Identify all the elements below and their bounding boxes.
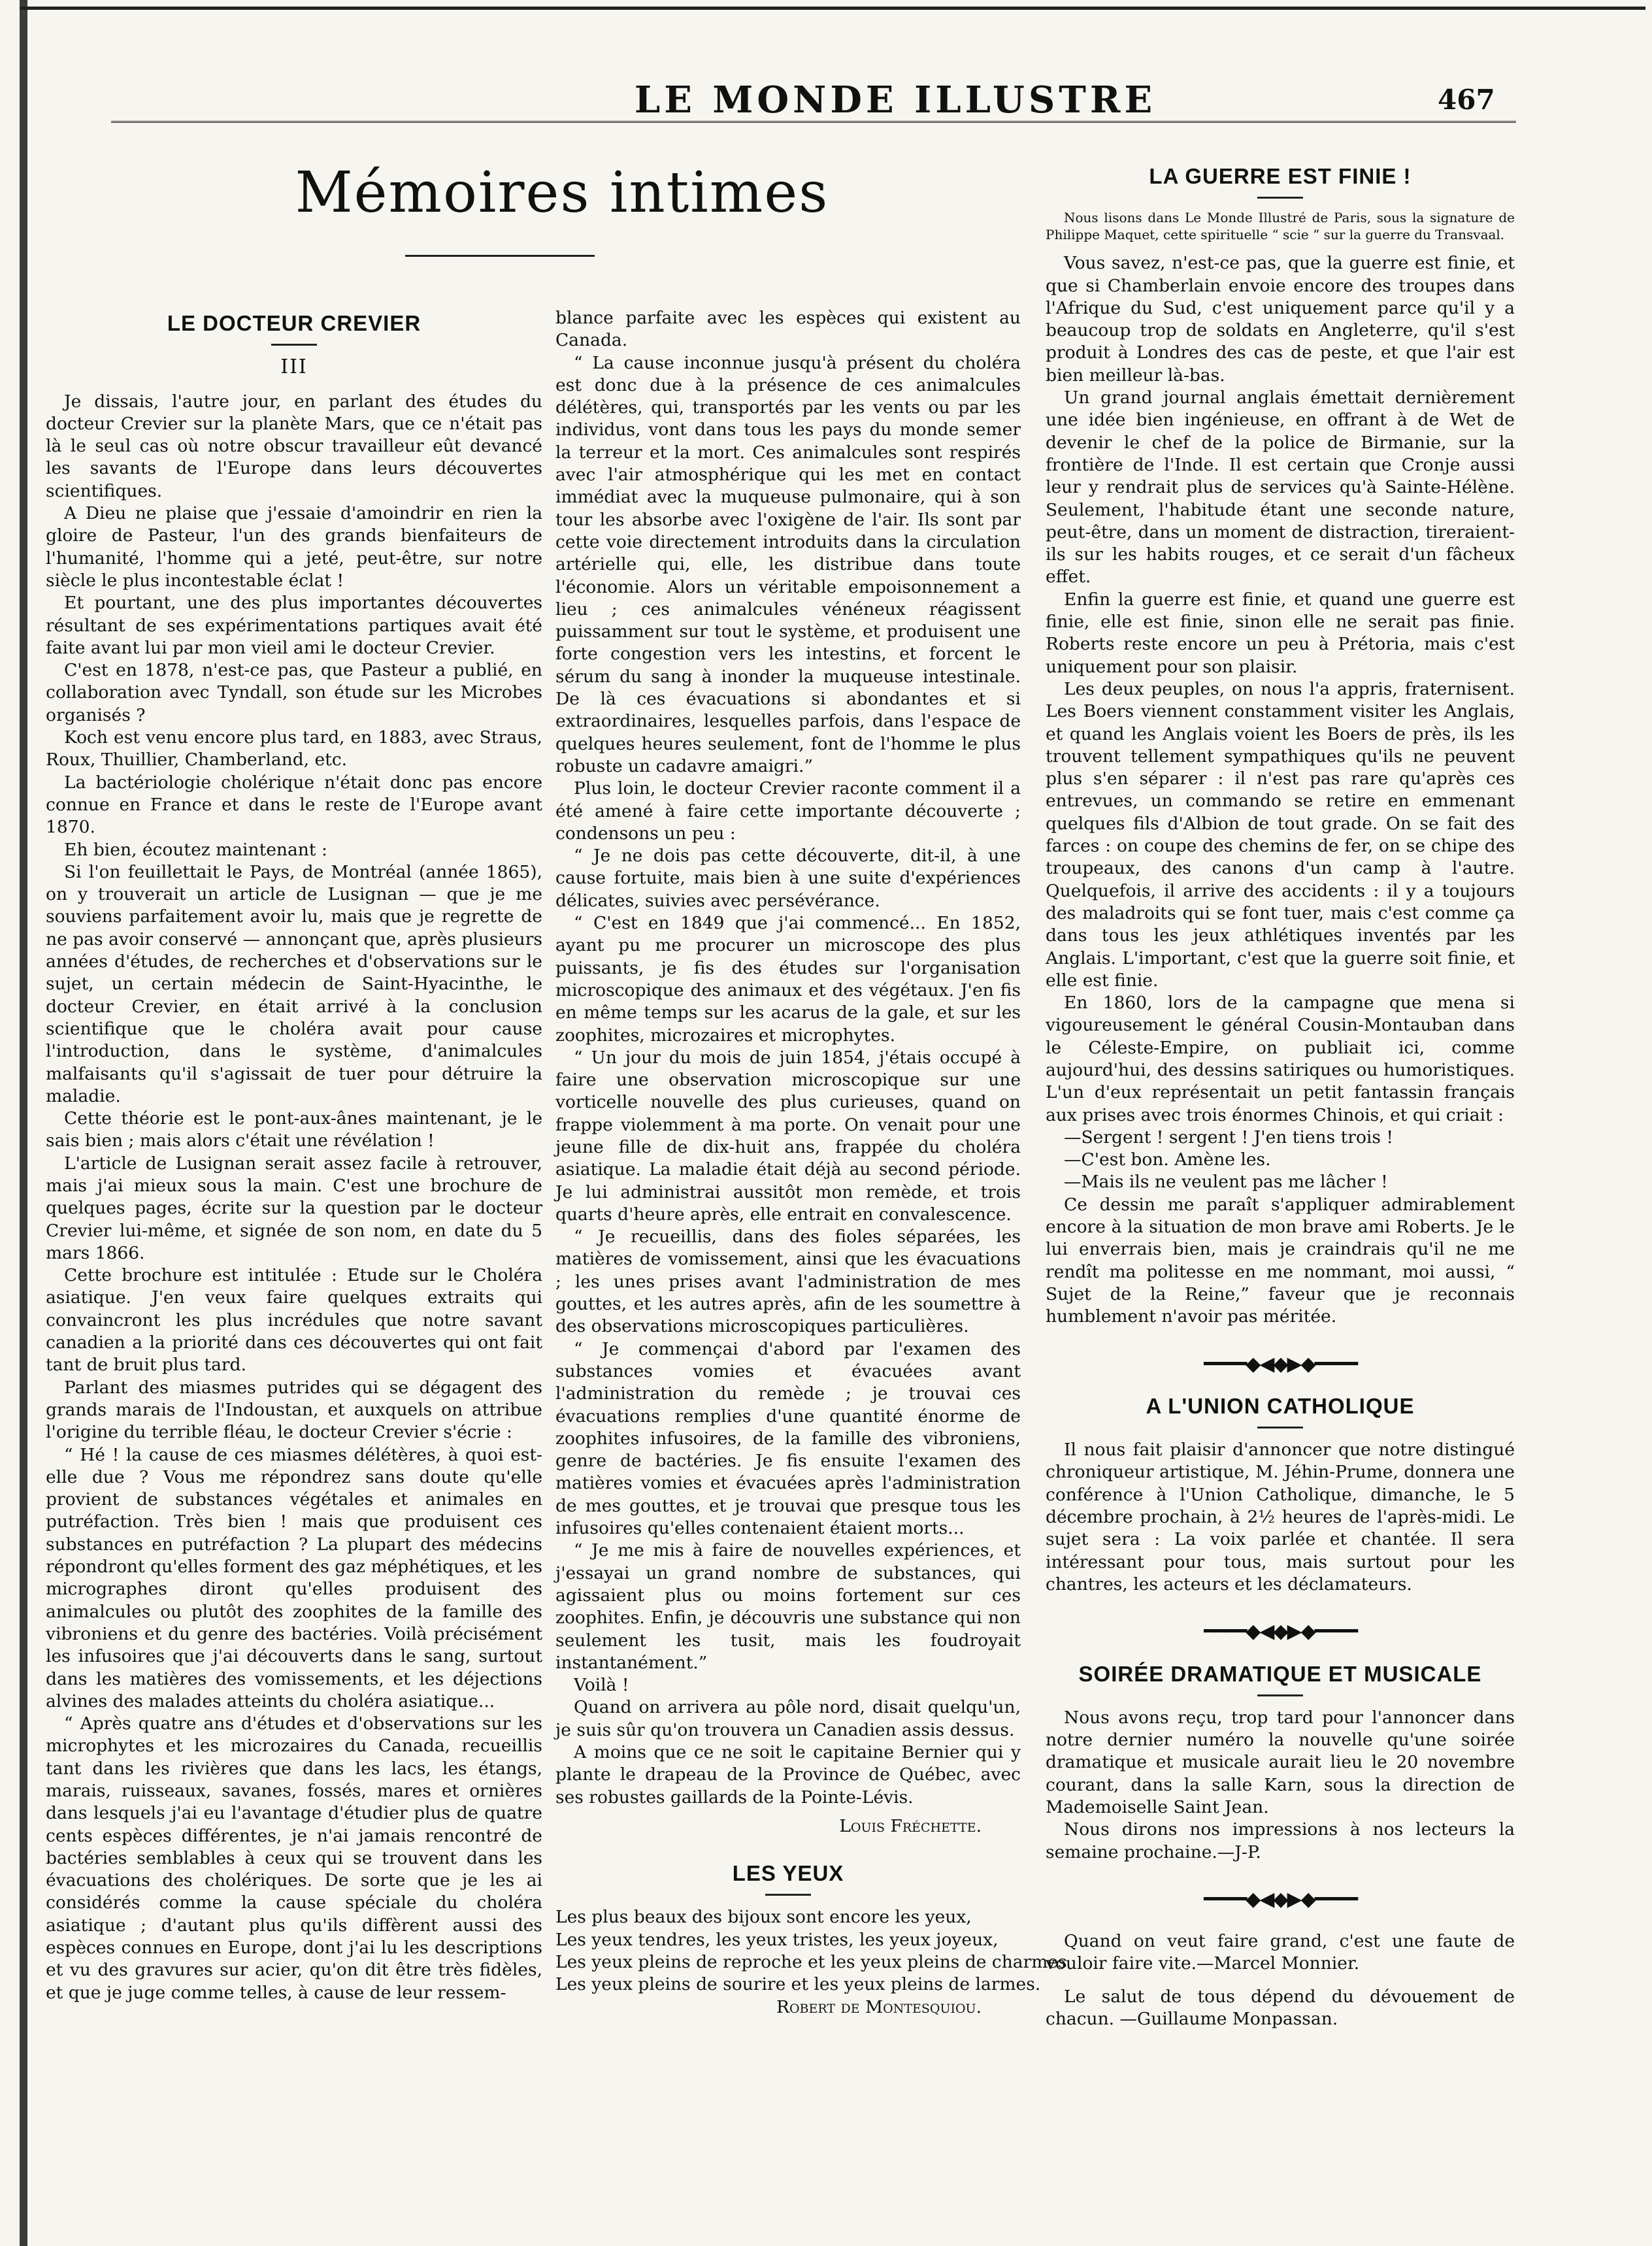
section-heading: LE DOCTEUR CREVIER — [167, 311, 421, 335]
ornament-divider: ━━━━◆◀◆▶◆━━━━ — [1204, 1887, 1357, 1911]
masthead: LE MONDE ILLUSTRE — [634, 78, 1157, 122]
ornament-divider: ━━━━◆◀◆▶◆━━━━ — [1204, 1352, 1357, 1376]
paragraph: Voilà ! — [574, 1675, 629, 1696]
poem-signature: Robert de Montesquiou. — [776, 1996, 982, 2017]
chapter-numeral: III — [280, 355, 308, 379]
paragraph: Eh bien, écoutez maintenant : — [64, 839, 327, 860]
section-heading: SOIRÉE DRAMATIQUE ET MUSICALE — [1078, 1661, 1482, 1686]
poem-line: Les yeux tendres, les yeux tristes, les yeux joyeux, — [555, 1929, 999, 1950]
paragraph: Cette théorie est le pont-aux-ânes maintenant, je le sais bien ; mais alors c'était une révélation ! — [46, 1108, 542, 1151]
paragraph: Et pourtant, une des plus importantes découvertes résultant de ses expérimentations partiques avait été faite avant lui par mon vieil ami le docteur Crevier. — [46, 593, 542, 658]
header-rule — [111, 121, 1516, 123]
paragraph: A moins que ce ne soit le capitaine Bernier qui y plante le drapeau de la Province de Québec, avec ses robustes gaillards de la Pointe-Lévis. — [555, 1742, 1021, 1808]
section-heading: A L'UNION CATHOLIQUE — [1146, 1393, 1415, 1418]
maxim: Quand on veut faire grand, c'est une faute de vouloir faire vite.—Marcel Monnier. — [1046, 1931, 1515, 1974]
divider — [1257, 1427, 1303, 1429]
divider — [765, 1894, 811, 1896]
section-heading: LA GUERRE EST FINIE ! — [1149, 164, 1412, 188]
paragraph: Si l'on feuillettait le Pays, de Montréal (année 1865), on y trouverait un article de Lusignan — que je me souviens parfaitement avoir lu, mais que je regrette de ne pas avoir conservé — annonçant que, après plusieurs années d'études, de recherches et d'observations sur le sujet, un certain médecin de Saint-Hyacinthe, le docteur Crevier, en était arrivé à la conclusion scientifique que le choléra avait pour cause l'introduction, dans le système, d'animalcules malfaisants qu'il s'agissait de tuer pour détruire la maladie. — [46, 861, 542, 1106]
paragraph: Nous avons reçu, trop tard pour l'annoncer dans notre dernier numéro la nouvelle qu'une soirée dramatique et musicale aurait lieu le 20 novembre courant, dans la salle Karn, sous la direction de Mademoiselle Saint Jean. — [1046, 1707, 1515, 1817]
paragraph: Vous savez, n'est-ce pas, que la guerre est finie, et que si Chamberlain envoie encore des troupes dans l'Afrique du Sud, c'est uniquement parce qu'il y a beaucoup trop de soldats en Angleterre, qu'il s'est produit à Londres des cas de peste, et que l'air est bien meilleur là-bas. — [1046, 253, 1515, 386]
maxim: Le salut de tous dépend du dévouement de chacun. —Guillaume Monpassan. — [1046, 1986, 1515, 2030]
paragraph: Les deux peuples, on nous l'a appris, fraternisent. Les Boers viennent constamment visiter les Anglais, et quand les Anglais voient les Boers de près, ils les trouvent tellement sympathiques qu'ils ne peuvent plus s'en séparer : il n'est pas rare qu'après ces entrevues, un commando se retire en emmenant quelques fils d'Albion de tout grade. On se fait des farces : on coupe des chemins de fer, on se chipe des troupeaux, des canons d'un camp à l'autre. Quelquefois, il arrive des accidents : il y a toujours des maladroits qui se font tuer, mais c'est comme ça dans tous les jeux athlétiques inventés par les Anglais. L'important, c'est que la guerre soit finie, et elle est finie. — [1046, 678, 1515, 991]
divider — [271, 344, 317, 346]
paragraph: Ce dessin me paraît s'appliquer admirablement encore à la situation de mon brave ami Roberts. Je le lui enverrais bien, mais je craindrais qu'il ne me rendît ma politesse en me nommant, moi aussi, “ Sujet de la Reine,” faveur que je reconnais humblement n'avoir pas méritée. — [1046, 1194, 1515, 1327]
paragraph: C'est en 1878, n'est-ce pas, que Pasteur a publié, en collaboration avec Tyndall, son étude sur les Microbes organisés ? — [46, 660, 542, 725]
paragraph: Il nous fait plaisir d'annoncer que notre distingué chroniqueur artistique, M. Jéhin-Prume, donnera une conférence à l'Union Catholique, dimanche, le 5 décembre prochain, à 2½ heures de l'après-midi. Le sujet sera : La voix parlée et chantée. Il sera intéressant pour tous, mais surtout pour les chantres, les acteurs et les déclamateurs. — [1046, 1440, 1515, 1594]
paragraph: “ Je me mis à faire de nouvelles expériences, et j'essayai un grand nombre de substances, qui agissaient plus ou moins fortement sur ces zoophites. Enfin, je découvris une substance qui non seulement les tusit, mais les foudroyait instantanément.” — [555, 1540, 1021, 1673]
paragraph: Quand on arrivera au pôle nord, disait quelqu'un, je suis sûr qu'on trouvera un Canadien assis dessus. — [555, 1697, 1021, 1740]
paragraph: Enfin la guerre est finie, et quand une guerre est finie, elle est finie, sinon elle ne serait pas finie. Roberts reste encore un peu à Prétoria, mais c'est uniquement pour son plaisir. — [1046, 589, 1515, 677]
paragraph: —Sergent ! sergent ! J'en tiens trois ! — [1064, 1127, 1394, 1148]
paragraph: —C'est bon. Amène les. — [1064, 1149, 1271, 1170]
paragraph: “ Je commençai d'abord par l'examen des substances vomies et évacuées avant l'administration du remède ; je trouvai ces évacuations remplies d'une quantité énorme de zoophites infusoires, de la famille des vibroniens, genre de bactéries. Je fis ensuite l'examen des matières vomies et évacuées après l'administration de mes gouttes, et je trouvai que presque tous les infusoires qu'elles contenaient étaient morts... — [555, 1338, 1021, 1539]
divider — [1257, 1694, 1303, 1696]
column-3 — [1046, 160, 1515, 2030]
paragraph: —Mais ils ne veulent pas me lâcher ! — [1064, 1172, 1388, 1193]
article-title: Mémoires intimes — [295, 160, 829, 225]
page-number: 467 — [1438, 84, 1495, 116]
paragraph: “ Hé ! la cause de ces miasmes délétères, à quoi est-elle due ? Vous me répondrez sans doute qu'elle provient de substances végétales et animales en putréfaction. Très bien ! mais que produisent ces substances en putréfaction ? La plupart des médecins répondront qu'elles forment des gaz méphétiques, et les micrographes diront qu'elles produisent des animalcules ou plutôt des zoophites de la famille des vibroniens et du genre des bactéries. Voilà précisément les infusoires que j'ai découverts dans le sang, surtout dans les matières des vomissements, et les déjections alvines des malades atteints du choléra asiatique... — [46, 1444, 542, 1711]
paragraph: Koch est venu encore plus tard, en 1883, avec Straus, Roux, Thuillier, Chamberland, etc. — [46, 727, 542, 770]
intro-note: Nous lisons dans Le Monde Illustré de Paris, sous la signature de Philippe Maquet, cette spirituelle “ scie ” sur la guerre du Transvaal. — [1046, 210, 1515, 243]
paragraph: Cette brochure est intitulée : Etude sur le Choléra asiatique. J'en veux faire quelques extraits qui convaincront les plus incrédules que notre savant canadien a la priorité dans ces découvertes qui ont fait tant de bruit plus tard. — [46, 1265, 542, 1376]
poem-heading: LES YEUX — [732, 1861, 844, 1886]
paragraph: blance parfaite avec les espèces qui existent au Canada. — [555, 308, 1021, 351]
divider — [1257, 197, 1303, 199]
paragraph: “ C'est en 1849 que j'ai commencé... En 1852, ayant pu me procurer un microscope des plus puissants, je fis des études sur l'organisation microscopique des animaux et des végétaux. J'en fis en même temps sur les acarus de la gale, et sur les zoophites, microzaires et microphytes. — [555, 913, 1021, 1046]
paragraph: “ Je recueillis, dans des fioles séparées, les matières de vomissement, ainsi que les évacuations ; les unes prises avant l'administration de mes gouttes, et les autres après, afin de les soumettre à des observations microscopiques particulières. — [555, 1227, 1021, 1337]
title-rule — [405, 255, 595, 257]
paragraph: Un grand journal anglais émettait dernièrement une idée bien ingénieuse, en offrant à de Wet de devenir le chef de la police de Birmanie, sur la frontière de l'Inde. Il est certain que Cronje aussi leur y rendrait plus de services qu'à Sainte-Hélène. Seulement, l'habitude étant une seconde nature, peut-être, dans un moment de distraction, tireraient-ils sur les habits rouges, et ce serait d'un fâcheux effet. — [1046, 388, 1515, 587]
paragraph: L'article de Lusignan serait assez facile à retrouver, mais j'ai mieux sous la main. C'est une brochure de quelques pages, écrite sur la question par le docteur Crevier lui-même, et signée de son nom, en date du 5 mars 1866. — [46, 1153, 542, 1263]
poem-line: Les plus beaux des bijoux sont encore les yeux, — [555, 1907, 972, 1928]
paragraph: Plus loin, le docteur Crevier raconte comment il a été amené à faire cette importante découverte ; condensons un peu : — [555, 778, 1021, 844]
top-rule — [20, 7, 1645, 10]
poem-line: Les yeux pleins de reproche et les yeux pleins de charmes — [555, 1952, 1067, 1973]
poem-line: Les yeux pleins de sourire et les yeux pleins de larmes. — [555, 1974, 1041, 1995]
paragraph: Je dissais, l'autre jour, en parlant des études du docteur Crevier sur la planète Mars, que ce n'était pas là le seul cas où notre obscur travailleur eût devancé les savants de l'Europe dans leurs découvertes scientifiques. — [46, 391, 542, 501]
paragraph: La bactériologie cholérique n'était donc pas encore connue en France et dans le reste de l'Europe avant 1870. — [46, 772, 542, 838]
binding-edge — [20, 0, 27, 2246]
paragraph: Parlant des miasmes putrides qui se dégagent des grands marais de l'Indoustan, et auxquels on attribue l'origine du terrible fléau, le docteur Crevier s'écrie : — [46, 1377, 542, 1443]
paragraph: “ Après quatre ans d'études et d'observations sur les microphytes et les microzaires du Canada, recueillis tant dans les rivières que dans les lacs, les étangs, marais, ruisseaux, savanes, fossés, mares et ornières dans lesquels j'ai eu l'avantage d'étudier plus de quatre cents espèces différentes, je n'ai jamais rencontré de bactéries semblables à ceux qui se trouvent dans les évacuations des cholériques. De sorte que je les ai considérés comme la cause spéciale du choléra asiatique ; d'autant plus qu'ils diffèrent aussi des espèces connues en Europe, dont j'ai lu les descriptions et vu des gravures sur acier, qu'on dit être très fidèles, et que je juge comme telles, à cause de leur ressem- — [46, 1713, 542, 2003]
paragraph: “ Un jour du mois de juin 1854, j'étais occupé à faire une observation microscopique sur une vorticelle nouvelle des plus curieuses, quand on frappe violemment à ma porte. On venait pour une jeune fille de dix-huit ans, frappée du choléra asiatique. La maladie était déjà au second période. Je lui administrai aussitôt mon remède, et trois quarts d'heure après, elle entrait en convalescence. — [555, 1047, 1021, 1225]
paragraph: “ La cause inconnue jusqu'à présent du choléra est donc due à la présence de ces animalcules délétères, qui, transportés par les vents ou par les individus, vont dans tous les pays du monde semer la terreur et la mort. Ces animalcules sont respirés avec l'air atmosphérique qui les met en contact immédiat avec la muqueuse pulmonaire, qui à son tour les absorbe avec l'oxigène de l'air. Ils sont par cette voie directement introduits dans la circulation artérielle qui, elle, les distribue dans toute l'économie. Alors un véritable empoisonnement a lieu ; ces animalcules vénéneux réagissent puissamment sur tout le système, et produisent une forte congestion vers les intestins, et forcent le sérum du sang à inonder la muqueuse intestinale. De là ces évacuations si abondantes et si extraordinaires, lesquelles parfois, dans l'espace de quelques heures seulement, font de l'homme le plus robuste un cadavre amaigri.” — [555, 352, 1021, 776]
paragraph: A Dieu ne plaise que j'essaie d'amoindrir en rien la gloire de Pasteur, l'un des grands bienfaiteurs de l'humanité, l'homme qui a jeté, peut-être, sur notre siècle le plus incontestable éclat ! — [46, 503, 542, 591]
column-1 — [46, 307, 542, 2004]
ornament-divider: ━━━━◆◀◆▶◆━━━━ — [1204, 1620, 1357, 1643]
paragraph: En 1860, lors de la campagne que mena si vigoureusement le général Cousin-Montauban dans le Céleste-Empire, on publiait ici, comme aujourd'hui, des dessins satiriques ou humoristiques. L'un d'eux représentait un petit fantassin français aux prises avec trois énormes Chinois, et qui criait : — [1046, 993, 1515, 1125]
signature: Louis Fréchette. — [839, 1815, 982, 1836]
paragraph: “ Je ne dois pas cette découverte, dit-il, à une cause fortuite, mais bien à une suite d'expériences délicates, suivies avec persévérance. — [555, 846, 1021, 911]
poem — [555, 1906, 1067, 1996]
paragraph: Nous dirons nos impressions à nos lecteurs la semaine prochaine.—J-P. — [1046, 1819, 1515, 1862]
column-2 — [555, 307, 1067, 2025]
